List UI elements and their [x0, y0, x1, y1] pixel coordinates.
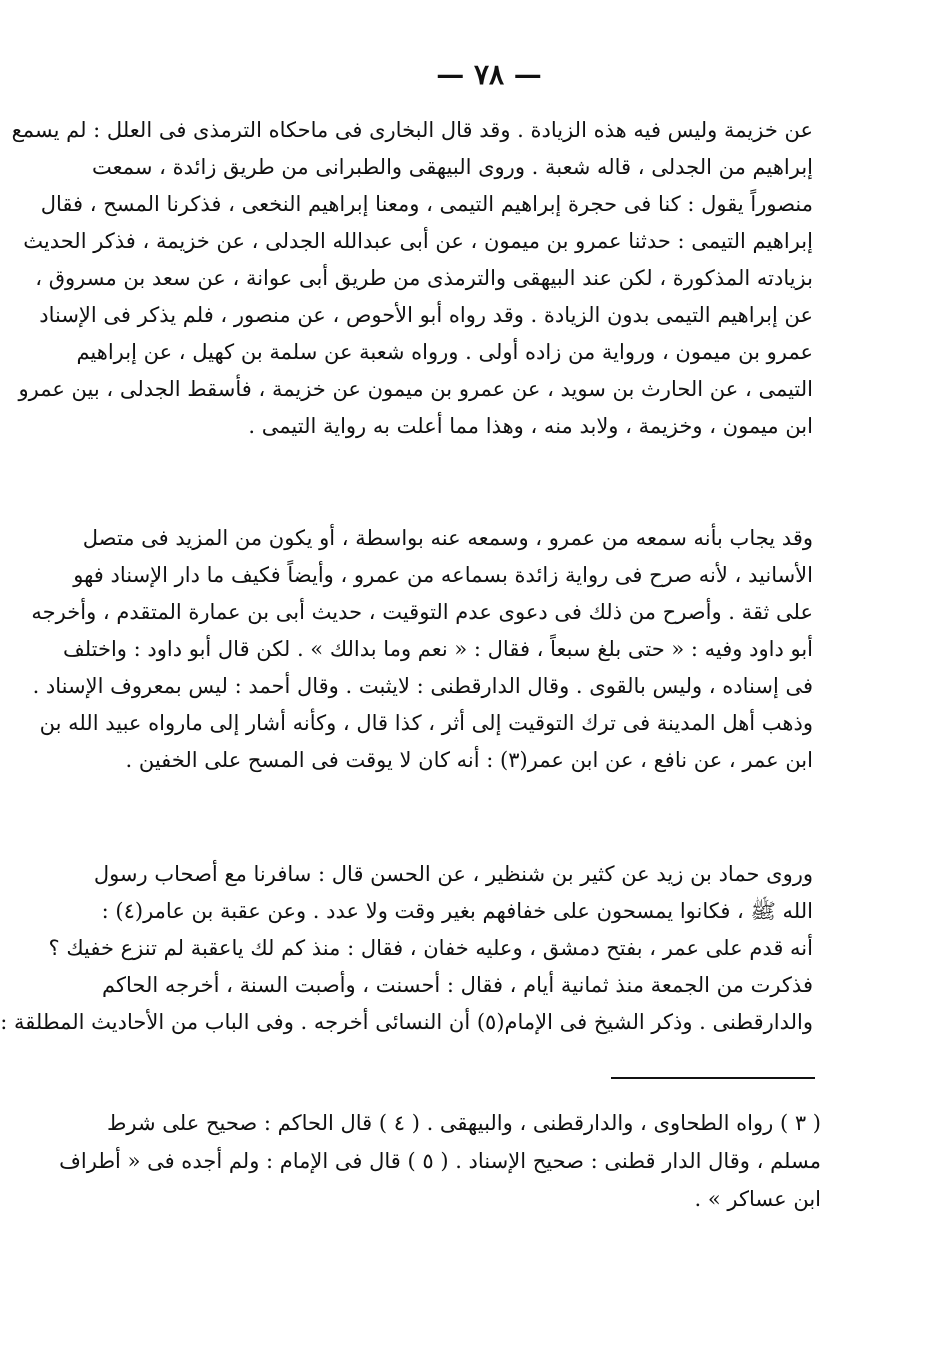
footnote-divider: [611, 1077, 815, 1079]
text-line: وقد يجاب بأنه سمعه من عمرو ، وسمعه عنه بواسطة ، أو يكون من المزيد فى متصل: [82, 526, 813, 550]
text-line: أبو داود وفيه : « حتى بلغ سبعاً ، فقال : « نعم وما بدالك » . لكن قال أبو داود : واختلف: [62, 637, 813, 661]
text-line: إبراهيم التيمى : حدثنا عمرو بن ميمون ، عن أبى عبدالله الجدلى ، عن خزيمة ، فذكر الحديث: [23, 229, 813, 253]
text-line: عن إبراهيم التيمى بدون الزيادة . وقد رواه أبو الأحوص ، عن منصور ، فلم يذكر فى الإسناد: [39, 303, 813, 327]
text-line: والدارقطنى . وذكر الشيخ فى الإمام(٥) أن النسائى أخرجه . وفى الباب من الأحاديث المطلقة :: [0, 1010, 813, 1034]
text-line: ابن ميمون ، وخزيمة ، ولابد منه ، وهذا مما أعلت به رواية التيمى .: [248, 414, 813, 438]
text-line: الأسانيد ، لأنه صرح فى رواية زائدة بسماعه من عمرو ، وأيضاً فكيف ما دار الإسناد فهو: [73, 563, 813, 587]
text-line: ابن عمر ، عن نافع ، عن ابن عمر(٣) : أنه كان لا يوقت فى المسح على الخفين .: [125, 748, 813, 772]
text-line: فى إسناده ، وليس بالقوى . وقال الدارقطنى : لايثبت . وقال أحمد : ليس بمعروف الإسناد .: [32, 674, 813, 698]
text-line: عن خزيمة وليس فيه هذه الزيادة . وقد قال البخارى فى ماحكاه الترمذى فى العلل : لم يسمع: [11, 118, 813, 142]
page-number: — ٧٨ —: [436, 58, 542, 91]
paragraph-1: [11, 112, 813, 445]
text-line: بزيادته المذكورة ، لكن عند البيهقى والترمذى من طريق أبى عوانة ، عن سعد بن مسروق ،: [35, 266, 813, 290]
text-line: أنه قدم على عمر ، بفتح دمشق ، وعليه خفان ، فقال : منذ كم لك ياعقبة لم تنزع خفيك ؟: [48, 936, 813, 960]
text-line: عمرو بن ميمون ، ورواية من زاده أولى . ورواه شعبة عن سلمة بن كهيل ، عن إبراهيم: [76, 340, 813, 364]
footnotes: [59, 1104, 821, 1218]
text-line: وروى حماد بن زيد عن كثير بن شنظير ، عن الحسن قال : سافرنا مع أصحاب رسول: [93, 862, 813, 886]
text-line: فذكرت من الجمعة منذ ثمانية أيام ، فقال : أحسنت ، وأصبت السنة ، أخرجه الحاكم: [102, 973, 813, 997]
footnote-line: مسلم ، وقال الدار قطنى : صحيح الإسناد . ( ٥ ) قال فى الإمام : ولم أجده فى « أطراف: [59, 1149, 821, 1173]
footnote-line: ( ٣ ) رواه الطحاوى ، والدارقطنى ، والبيهقى . ( ٤ ) قال الحاكم : صحيح على شرط: [107, 1111, 821, 1135]
text-line: التيمى ، عن الحارث بن سويد ، عن عمرو بن ميمون عن خزيمة ، فأسقط الجدلى ، بين عمرو: [18, 377, 813, 401]
paragraph-2: [31, 520, 813, 779]
text-line: إبراهيم من الجدلى ، قاله شعبة . وروى البيهقى والطبرانى من طريق زائدة ، سمعت: [91, 155, 813, 179]
footnote-line: ابن عساكر » .: [694, 1187, 821, 1211]
text-line: منصوراً يقول : كنا فى حجرة إبراهيم التيمى ، ومعنا إبراهيم النخعى ، فذكرنا المسح ، فقال: [40, 192, 813, 216]
text-line: الله ﷺ ، فكانوا يمسحون على خفافهم بغير وقت ولا عدد . وعن عقبة بن عامر(٤) :: [101, 899, 813, 923]
text-line: على ثقة . وأصرح من ذلك فى دعوى عدم التوقيت ، حديث أبى بن عمارة المتقدم ، وأخرجه: [31, 600, 813, 624]
paragraph-3: [0, 856, 813, 1041]
text-line: وذهب أهل المدينة فى ترك التوقيت إلى أثر ، كذا قال ، وكأنه أشار إلى مارواه عبيد الله بن: [39, 711, 813, 735]
